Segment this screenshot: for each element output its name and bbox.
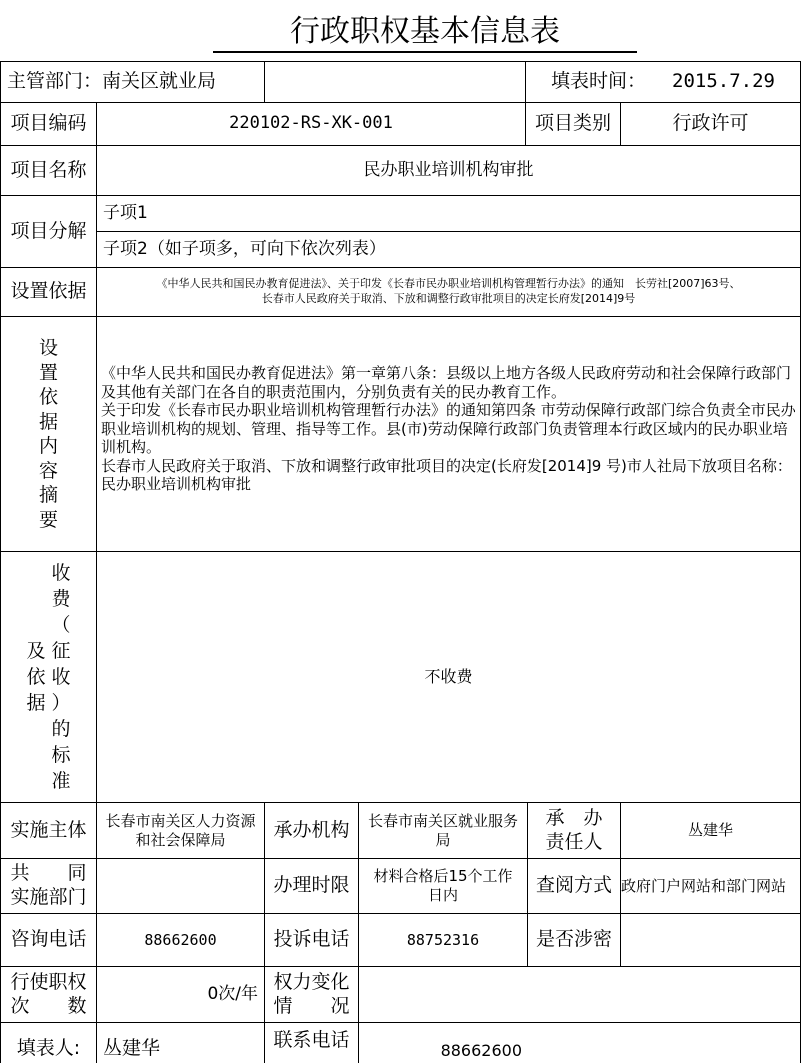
summary-paragraph: 关于印发《长春市民办职业培训机构管理暂行办法》的通知第四条 市劳动保障行政部门综合负责全市民办职业培训机构的规划、管理、指导等工作。县(市)劳动保障行政部门负责管理本行政区域内的民办职业培训机构。	[101, 401, 796, 456]
category-label: 项目类别	[534, 112, 611, 135]
summary-text	[101, 364, 801, 494]
fee-label-char: 及	[26, 640, 46, 662]
contact-phone-value: 88662600	[440, 1041, 522, 1060]
date-value: 2015.7.29	[672, 70, 775, 93]
fee-label	[1, 552, 96, 802]
subject-label: 实施主体	[10, 818, 87, 841]
secret-label: 是否涉密	[535, 928, 612, 951]
summary-label-char: 容	[38, 459, 58, 482]
fee-label-char: 征	[51, 640, 71, 662]
exercise-count-label-line: 次 数	[10, 994, 87, 1017]
grid-line	[264, 61, 265, 102]
summary-label-char: 置	[38, 361, 58, 384]
code-value: 220102-RS-XK-001	[229, 113, 393, 134]
summary-paragraph: 《中华人民共和国民办教育促进法》第一章第八条：县级以上地方各级人民政府劳动和社会保障行政部门及其他有关部门在各自的职责范围内，分别负责有关的民办教育工作。	[101, 364, 792, 401]
grid-line	[0, 316, 801, 317]
consult-phone-value: 88662600	[144, 930, 217, 949]
fee-label-char: 依	[26, 666, 46, 688]
summary-label-char: 设	[38, 337, 58, 359]
summary-label	[1, 317, 96, 551]
query-method-value: 政府门户网站和部门网站	[621, 876, 787, 895]
title-underline	[213, 51, 637, 53]
fee-label-char: （	[51, 614, 71, 636]
basis-line: 《中华人民共和国民办教育促进法》、关于印发《长春市民办职业培训机构管理暂行办法》的通知 长劳社[2007]63号、	[156, 277, 741, 291]
time-limit-label: 办理时限	[273, 874, 350, 897]
power-change-label	[265, 967, 358, 1022]
basis-label: 设置依据	[10, 280, 87, 303]
fee-label-char: 的	[51, 718, 71, 740]
dept-value: 南关区就业局	[102, 70, 217, 93]
summary-label-char: 要	[38, 508, 58, 531]
co-dept-label-line: 实施部门	[10, 886, 87, 908]
power-change-value	[359, 967, 800, 1022]
fee-label-char: 标	[51, 744, 71, 766]
code-label: 项目编码	[10, 112, 87, 135]
page-title: 行政职权基本信息表	[290, 14, 560, 49]
time-limit-value: 材料合格后15个工作日内	[373, 867, 513, 904]
exercise-count-value: 0次/年	[207, 983, 258, 1004]
responsible-value: 丛建华	[687, 821, 733, 840]
fee-label-char: 费	[51, 588, 71, 610]
fee-label-char: ）	[51, 692, 71, 714]
query-method-label: 查阅方式	[535, 874, 612, 897]
split-label: 项目分解	[10, 219, 87, 242]
sub-item-2: 子项2（如子项多，可向下依次列表）	[103, 238, 386, 259]
fee-label-char: 收	[51, 666, 71, 688]
summary-label-char: 摘	[38, 484, 58, 506]
name-value: 民办职业培训机构审批	[363, 159, 534, 180]
handling-org-label: 承办机构	[273, 818, 350, 841]
fee-label-char: 准	[51, 770, 71, 792]
exercise-count-label	[1, 967, 96, 1022]
responsible-label-line: 承 办	[545, 806, 603, 829]
date-cell	[526, 62, 800, 102]
sub-item-1: 子项1	[103, 202, 148, 223]
handling-org-value: 长春市南关区就业服务局	[367, 811, 518, 849]
category-value: 行政许可	[672, 112, 749, 135]
fee-value: 不收费	[424, 667, 473, 686]
fee-label-char: 据	[26, 692, 46, 714]
complaint-phone-label: 投诉电话	[273, 928, 350, 951]
exercise-count-label-line: 行使职权	[10, 970, 87, 993]
name-label: 项目名称	[10, 158, 87, 181]
secret-value	[621, 914, 800, 966]
summary-label-char: 内	[38, 435, 58, 457]
dept-label: 主管部门：	[7, 70, 103, 93]
co-dept-label	[1, 859, 96, 913]
fee-label-char: 收	[51, 562, 71, 584]
power-change-label-line: 权力变化	[273, 970, 350, 993]
summary-label-char: 据	[38, 410, 58, 433]
basis-value	[97, 268, 800, 316]
consult-phone-label: 咨询电话	[10, 928, 87, 951]
co-dept-value	[97, 859, 264, 913]
filler-label: 填表人:	[16, 1037, 81, 1060]
dept-cell	[1, 62, 264, 102]
date-label: 填表时间：	[551, 70, 647, 93]
summary-label-char: 依	[38, 386, 58, 408]
subject-value: 长春市南关区人力资源和社会保障局	[105, 811, 256, 849]
basis-line: 长春市人民政府关于取消、下放和调整行政审批项目的决定长府发[2014]9号	[261, 292, 636, 305]
responsible-label-line: 责任人	[545, 830, 603, 853]
responsible-label	[528, 803, 620, 858]
power-change-label-line: 情 况	[273, 994, 350, 1017]
filler-value: 丛建华	[103, 1037, 161, 1060]
summary-paragraph: 长春市人民政府关于取消、下放和调整行政审批项目的决定(长府发[2014]9 号)市人社局下放项目名称：民办职业培训机构审批	[101, 456, 792, 493]
co-dept-label-line: 共 同	[10, 862, 87, 885]
contact-phone-label: 联系电话	[273, 1029, 350, 1051]
complaint-phone-value: 88752316	[406, 930, 480, 949]
